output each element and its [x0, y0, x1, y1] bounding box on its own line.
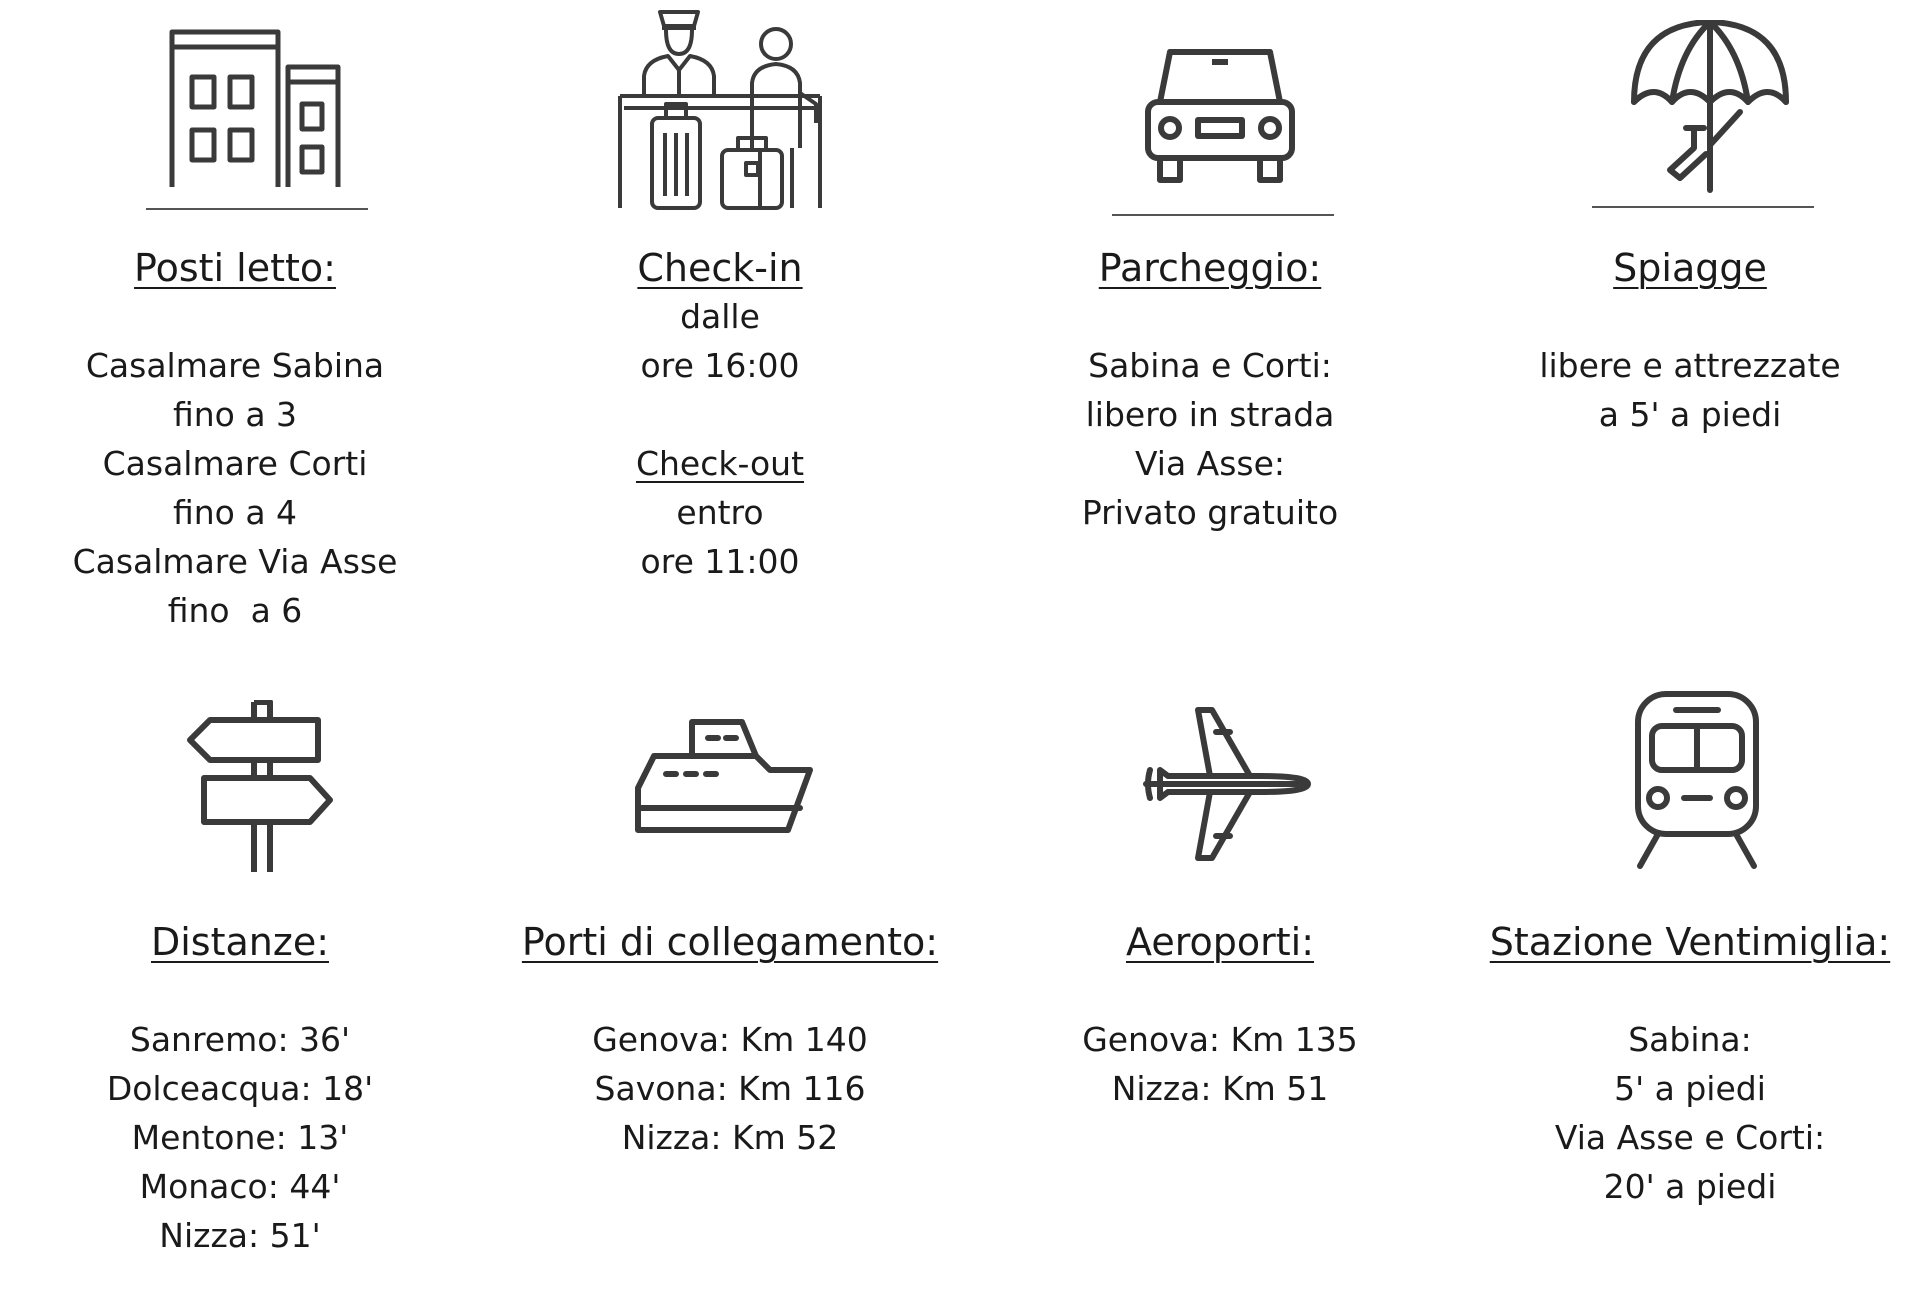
signpost-icon — [186, 700, 336, 875]
info-line: Sabina: — [1628, 1020, 1752, 1059]
info-line: Casalmare Via Asse — [72, 542, 398, 581]
info-line: fino a 6 — [167, 591, 303, 630]
section-aeroporti — [1060, 918, 1380, 1113]
info-line: Nizza: Km 51 — [1111, 1069, 1329, 1108]
info-line: Mentone: 13' — [131, 1118, 349, 1157]
divider — [1112, 214, 1334, 216]
section-title: Porti di collegamento: — [521, 920, 939, 964]
info-line: Dolceacqua: 18' — [106, 1069, 374, 1108]
section-title: Check-in — [637, 246, 803, 290]
section-title: Parcheggio: — [1098, 246, 1322, 290]
reception-desk-icon — [610, 8, 840, 213]
info-line: Monaco: 44' — [139, 1167, 341, 1206]
section-check-in — [555, 244, 885, 586]
info-line: ore 16:00 — [640, 346, 800, 385]
section-distanze — [80, 918, 400, 1260]
section-title: Posti letto: — [134, 246, 336, 290]
building-icon — [140, 22, 380, 212]
section-spiagge — [1525, 244, 1855, 439]
train-icon — [1630, 690, 1765, 875]
info-line: Nizza: Km 52 — [621, 1118, 839, 1157]
info-line: 5' a piedi — [1614, 1069, 1766, 1108]
info-line: Privato gratuito — [1081, 493, 1339, 532]
divider — [146, 208, 368, 210]
info-line: Savona: Km 116 — [594, 1069, 866, 1108]
section-title: Spiagge — [1613, 246, 1767, 290]
ship-icon — [632, 718, 817, 838]
info-line: fino a 4 — [172, 493, 298, 532]
info-line: Genova: Km 135 — [1082, 1020, 1358, 1059]
info-line: Via Asse e Corti: — [1554, 1118, 1826, 1157]
info-line: entro — [676, 493, 764, 532]
info-line: 20' a piedi — [1603, 1167, 1777, 1206]
section-parcheggio — [1050, 244, 1370, 537]
section-title: Aeroporti: — [1126, 920, 1314, 964]
info-line: libero in strada — [1085, 395, 1335, 434]
info-line: fino a 3 — [172, 395, 298, 434]
section-title: Distanze: — [150, 920, 329, 964]
info-line: Casalmare Sabina — [85, 346, 385, 385]
car-icon — [1140, 42, 1300, 192]
info-line: dalle — [680, 297, 760, 336]
divider — [1592, 206, 1814, 208]
info-line: Genova: Km 140 — [592, 1020, 868, 1059]
info-line: a 5' a piedi — [1598, 395, 1782, 434]
airplane-icon — [1140, 706, 1315, 866]
section-title: Stazione Ventimiglia: — [1489, 920, 1891, 964]
section-porti — [510, 918, 950, 1162]
info-line: Sanremo: 36' — [129, 1020, 351, 1059]
info-line: ore 11:00 — [640, 542, 800, 581]
section-subtitle: Check-out — [635, 444, 805, 483]
info-line: libere e attrezzate — [1539, 346, 1841, 385]
section-posti-letto — [40, 244, 430, 635]
info-line: Nizza: 51' — [159, 1216, 321, 1255]
info-line: Casalmare Corti — [102, 444, 368, 483]
info-line: Via Asse: — [1134, 444, 1286, 483]
beach-umbrella-icon — [1630, 20, 1790, 200]
section-stazione — [1480, 918, 1900, 1211]
info-line: Sabina e Corti: — [1088, 346, 1332, 385]
